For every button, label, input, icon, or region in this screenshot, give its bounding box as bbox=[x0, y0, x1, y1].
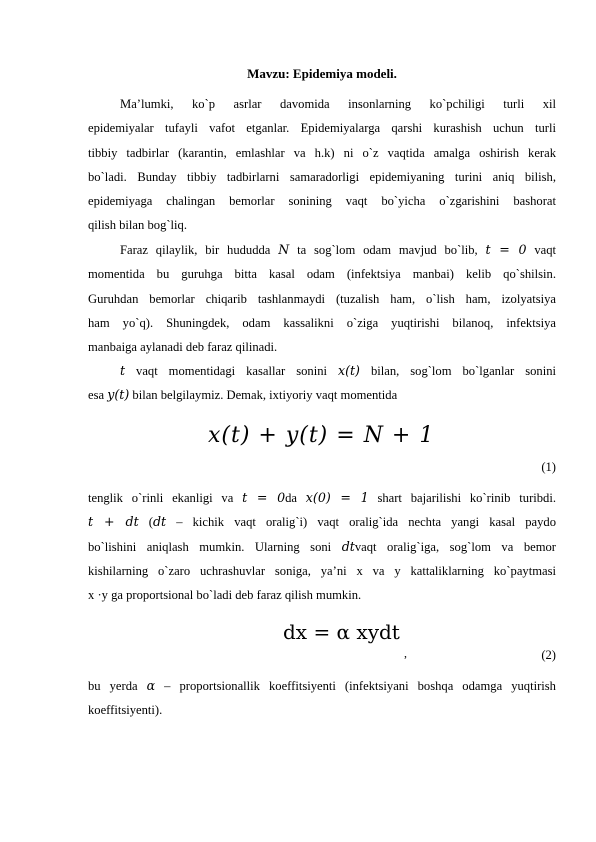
text-line: Ma’lumki, ko`p asrlar davomida insonlarning ko`pchiligi turli xil bbox=[120, 97, 556, 111]
text-fragment: vaqt momentidagi kasallar sonini bbox=[136, 364, 328, 378]
text-fragment: tenglik o`rinli ekanligi va bbox=[88, 491, 234, 505]
text-line: x ·y ga proportsional bo`ladi deb faraz qilish mumkin. bbox=[88, 588, 362, 603]
text-fragment: bilan, sog`lom bo`lganlar sonini bbox=[370, 364, 556, 378]
text-fragment: Faraz qilaylik, bir hududda bbox=[120, 243, 271, 257]
text-fragment: – kichik vaqt oralig`i) vaqt oralig`ida nechta yangi kasal paydo bbox=[176, 515, 557, 530]
text-line: kishilarning o`zaro uchrashuvlar soniga, ya’ni x va y kattaliklarning ko`paytmasi bbox=[88, 563, 556, 578]
math-t-equals-0: t = 0 bbox=[485, 242, 527, 257]
math-dt: dt bbox=[152, 514, 167, 530]
paragraph-explanation bbox=[88, 486, 556, 607]
math-t: t bbox=[120, 363, 126, 378]
text-line bbox=[88, 535, 556, 559]
text-line: qilish bilan bog`liq. bbox=[88, 218, 187, 233]
text-fragment: bu yerda bbox=[88, 679, 138, 693]
text-line: koeffitsiyenti). bbox=[88, 703, 163, 718]
math-dt: dt bbox=[341, 538, 355, 554]
page-title: Mavzu: Epidemiya modeli. bbox=[247, 66, 397, 81]
text-line: bo`ladi. Bunday tibbiy tadbirlarni samaradorligi epidemiyaning turini aniq bilish, bbox=[88, 169, 556, 184]
equation-1: x(t) + y(t) = N + 1 bbox=[208, 423, 435, 448]
paragraph-assumption bbox=[88, 238, 556, 359]
text-fragment: esa bbox=[88, 388, 105, 403]
text-fragment: da bbox=[285, 491, 297, 505]
math-x-of-t: x(t) bbox=[337, 363, 360, 378]
text-line: momentida bu guruhga bitta kasal odam (infektsiya manbai) kelib qo`shilsin. bbox=[88, 267, 556, 282]
paragraph-notation bbox=[88, 359, 556, 408]
math-t-plus-dt: t + dt bbox=[88, 514, 139, 530]
paragraph-intro bbox=[88, 92, 556, 238]
text-line bbox=[88, 383, 556, 407]
text-line: manbaiga aylanadi deb faraz qilinadi. bbox=[88, 340, 278, 355]
text-line bbox=[88, 359, 556, 383]
text-fragment: vaqt bbox=[534, 243, 557, 257]
equation-2: dx = α xydt bbox=[283, 620, 400, 644]
text-line bbox=[88, 674, 556, 698]
text-line: ham yo`q). Shuningdek, odam kassalikni o`ziga yuqtirishi bilanoq, infektsiya bbox=[88, 315, 556, 330]
text-line: t + dt (dt – kichik vaqt oralig`i) vaqt oralig`ida nechta yangi kasal paydo bbox=[88, 514, 557, 530]
math-N: N bbox=[278, 242, 290, 257]
math-alpha: α bbox=[146, 678, 156, 693]
text-fragment: bo`lishini aniqlash mumkin. Ularning soni bbox=[88, 539, 332, 554]
math-t-equals-0: t = 0 bbox=[242, 490, 286, 505]
text-line bbox=[88, 238, 556, 262]
text-line: tibbiy tadbirlar (karantin, emlashlar va h.k) ni o`z vaqtida amalga oshirish kerak bbox=[88, 145, 556, 160]
equation-1-number: (1) bbox=[541, 460, 556, 474]
text-fragment: shart bajarilishi ko`rinib turibdi. bbox=[377, 491, 556, 505]
equation-2-comma: , bbox=[404, 646, 407, 660]
text-line: epidemiyaga chalingan bemorlar sonining vaqt bo`yicha o`zgarishini bashorat bbox=[88, 194, 556, 209]
text-line: epidemiyalar tufayli vafot etganlar. Epidemiyalarga qarshi kurashish uchun turli bbox=[88, 121, 556, 136]
equation-2-number: (2) bbox=[541, 648, 556, 662]
math-x0-equals-1: x(0) = 1 bbox=[305, 490, 369, 505]
text-fragment: bilan belgilaymiz. Demak, ixtiyoriy vaqt momentida bbox=[132, 388, 398, 403]
text-fragment: – proportsionallik koeffitsiyenti (infektsiyani boshqa odamga yuqtirish bbox=[164, 679, 556, 693]
text-fragment: ta sog`lom odam mavjud bo`lib, bbox=[297, 243, 478, 257]
math-y-of-t: y(t) bbox=[107, 387, 130, 403]
paragraph-coefficient bbox=[88, 674, 556, 723]
text-line: Guruhdan bemorlar chiqarib tashlanmaydi (tuzalish ham, o`lish ham, izolyatsiya bbox=[88, 291, 556, 306]
text-fragment: vaqt oralig`iga, sog`lom va bemor bbox=[354, 539, 556, 554]
text-line bbox=[88, 486, 556, 510]
